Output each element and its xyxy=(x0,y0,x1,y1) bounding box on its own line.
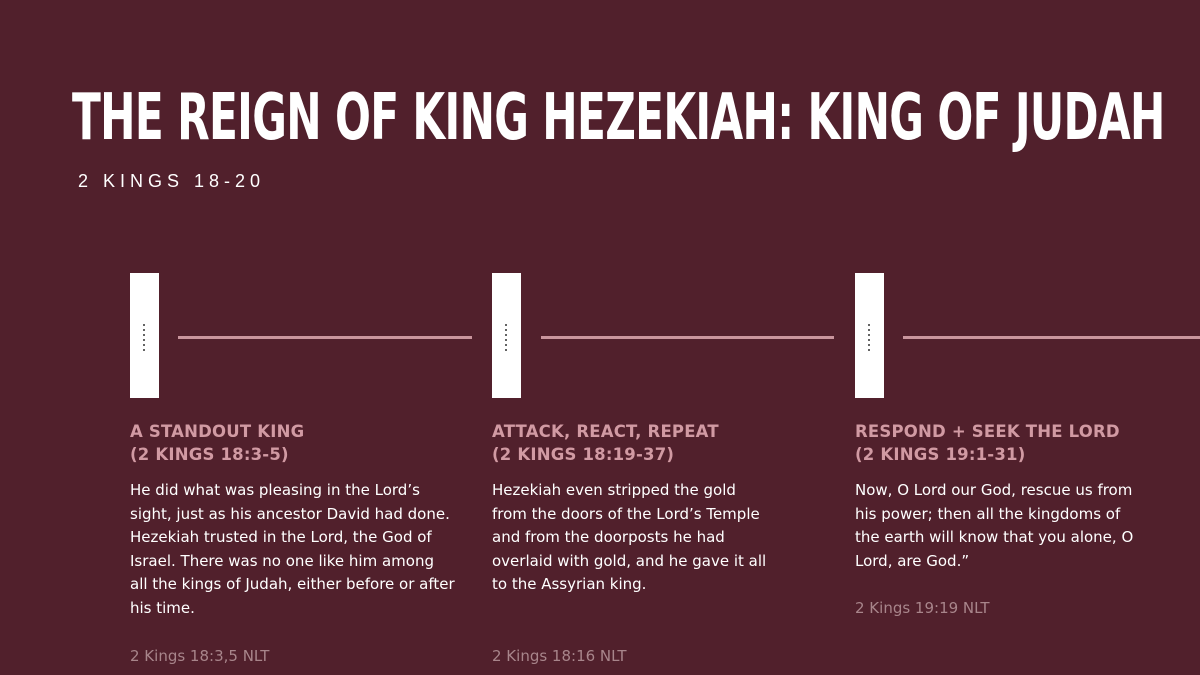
timeline-connector-3 xyxy=(903,336,1200,339)
event-reference-1: 2 Kings 18:3,5 NLT xyxy=(130,647,270,665)
event-reference-3: 2 Kings 19:19 NLT xyxy=(855,599,990,617)
timeline-event-1 xyxy=(130,420,460,620)
timeline-event-3 xyxy=(855,420,1185,573)
page-title: THE REIGN OF KING HEZEKIAH: KING OF JUDAH xyxy=(72,81,1165,155)
vertical-dots-icon xyxy=(868,324,870,326)
event-heading xyxy=(855,420,1185,466)
event-heading-reference: (2 KINGS 19:1-31) xyxy=(855,445,1026,464)
vertical-dots-icon xyxy=(505,324,507,326)
timeline-connector-2 xyxy=(541,336,834,339)
event-heading-title: A STANDOUT KING xyxy=(130,422,305,441)
timeline-marker-1 xyxy=(130,273,159,398)
event-body: Hezekiah even stripped the gold from the doors of the Lord’s Temple and from the doorposts he had overlaid with gold, and he gave it all to the Assyrian king. xyxy=(492,481,767,593)
timeline-connector-1 xyxy=(178,336,472,339)
page-subtitle: 2 KINGS 18-20 xyxy=(78,171,266,191)
event-body: Now, O Lord our God, rescue us from his power; then all the kingdoms of the earth will know that you alone, O Lord, are God.” xyxy=(855,481,1134,570)
event-heading-reference: (2 KINGS 18:19-37) xyxy=(492,445,675,464)
timeline-marker-3 xyxy=(855,273,884,398)
event-heading-title: ATTACK, REACT, REPEAT xyxy=(492,422,719,441)
event-heading xyxy=(492,420,822,466)
event-body: He did what was pleasing in the Lord’s sight, just as his ancestor David had done. Hezekiah trusted in the Lord, the God of Israel. There was no one like him among all the kings of Judah, either before or after his time. xyxy=(130,481,455,617)
event-heading-title: RESPOND + SEEK THE LORD xyxy=(855,422,1120,441)
timeline-marker-2 xyxy=(492,273,521,398)
timeline-event-2 xyxy=(492,420,822,597)
vertical-dots-icon xyxy=(143,324,145,326)
event-heading-reference: (2 KINGS 18:3-5) xyxy=(130,445,289,464)
event-heading xyxy=(130,420,460,466)
event-reference-2: 2 Kings 18:16 NLT xyxy=(492,647,627,665)
